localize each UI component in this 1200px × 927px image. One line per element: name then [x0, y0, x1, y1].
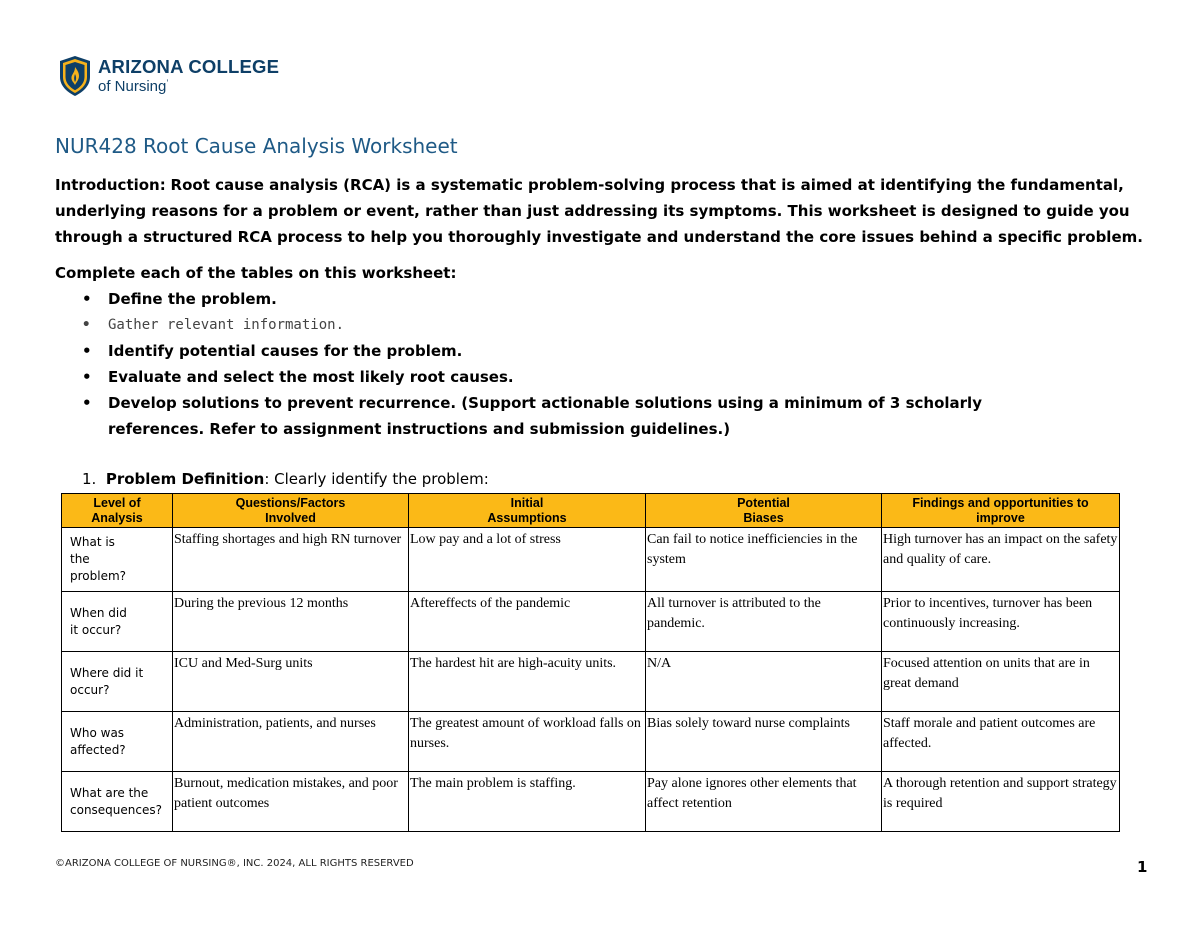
copyright-footer: ©ARIZONA COLLEGE OF NURSING®, INC. 2024, ALL RIGHTS RESERVED	[55, 858, 414, 869]
problem-definition-table	[61, 493, 1120, 832]
assumptions-cell[interactable]: The hardest hit are high-acuity units.	[409, 652, 646, 712]
findings-cell[interactable]: Prior to incentives, turnover has been continuously increasing.	[882, 592, 1120, 652]
factors-cell[interactable]: Administration, patients, and nurses	[173, 712, 409, 772]
level-cell: What is the problem?	[62, 528, 173, 592]
shield-flame-icon	[58, 55, 92, 97]
section-subtitle: : Clearly identify the problem:	[264, 470, 489, 488]
factors-cell[interactable]: ICU and Med-Surg units	[173, 652, 409, 712]
list-item: • Identify potential causes for the problem.	[82, 338, 1082, 364]
level-cell: When did it occur?	[62, 592, 173, 652]
page-title: NUR428 Root Cause Analysis Worksheet	[55, 134, 458, 158]
header-factors: Questions/Factors Involved	[173, 494, 409, 528]
biases-cell[interactable]: All turnover is attributed to the pandemic.	[646, 592, 882, 652]
section-heading	[82, 466, 489, 492]
intro-label: Introduction:	[55, 176, 166, 194]
list-item: • Evaluate and select the most likely root causes.	[82, 364, 1082, 390]
college-logo	[58, 55, 279, 97]
page-number: 1	[1137, 858, 1148, 876]
findings-cell[interactable]: A thorough retention and support strategy is required	[882, 772, 1120, 832]
section-title: Problem Definition	[105, 470, 265, 488]
level-cell: Where did it occur?	[62, 652, 173, 712]
table-row	[62, 592, 1120, 652]
trademark-mark: ’	[166, 77, 169, 88]
header-level: Level of Analysis	[62, 494, 173, 528]
table-row	[62, 652, 1120, 712]
table-row	[62, 772, 1120, 832]
findings-cell[interactable]: Focused attention on units that are in great demand	[882, 652, 1120, 712]
introduction-paragraph	[55, 172, 1155, 250]
table-row	[62, 528, 1120, 592]
intro-text: Root cause analysis (RCA) is a systematic problem-solving process that is aimed at identifying the fundamental, underlying reasons for a problem or event, rather than just addressing its symptoms. This worksheet is designed to guide you through a structured RCA process to help you thoroughly investigate and understand the core issues behind a specific problem.	[55, 176, 1143, 246]
assumptions-cell[interactable]: The greatest amount of workload falls on nurses.	[409, 712, 646, 772]
biases-cell[interactable]: N/A	[646, 652, 882, 712]
list-item: • Define the problem.	[82, 286, 1082, 312]
biases-cell[interactable]: Bias solely toward nurse complaints	[646, 712, 882, 772]
header-assumptions: Initial Assumptions	[409, 494, 646, 528]
list-item: • Develop solutions to prevent recurrence. (Support actionable solutions using a minimum of 3 scholarly references. Refer to assignment instructions and submission guidelines.)	[82, 390, 1082, 442]
logo-subname: of Nursing	[98, 77, 167, 95]
factors-cell[interactable]: During the previous 12 months	[173, 592, 409, 652]
header-biases: Potential Biases	[646, 494, 882, 528]
biases-cell[interactable]: Pay alone ignores other elements that affect retention	[646, 772, 882, 832]
table-row	[62, 712, 1120, 772]
assumptions-cell[interactable]: Aftereffects of the pandemic	[409, 592, 646, 652]
assumptions-cell[interactable]: Low pay and a lot of stress	[409, 528, 646, 592]
logo-name: ARIZONA COLLEGE	[98, 56, 280, 78]
level-cell: Who was affected?	[62, 712, 173, 772]
factors-cell[interactable]: Staffing shortages and high RN turnover	[173, 528, 409, 592]
section-number: 1.	[82, 470, 97, 488]
table-header-row	[62, 494, 1120, 528]
assumptions-cell[interactable]: The main problem is staffing.	[409, 772, 646, 832]
findings-cell[interactable]: Staff morale and patient outcomes are affected.	[882, 712, 1120, 772]
level-cell: What are the consequences?	[62, 772, 173, 832]
instruction-steps	[82, 286, 1082, 442]
header-findings: Findings and opportunities to improve	[882, 494, 1120, 528]
findings-cell[interactable]: High turnover has an impact on the safety and quality of care.	[882, 528, 1120, 592]
factors-cell[interactable]: Burnout, medication mistakes, and poor patient outcomes	[173, 772, 409, 832]
instructions-lead: Complete each of the tables on this worksheet:	[55, 264, 457, 282]
biases-cell[interactable]: Can fail to notice inefficiencies in the system	[646, 528, 882, 592]
list-item: • Gather relevant information.	[82, 312, 1082, 338]
